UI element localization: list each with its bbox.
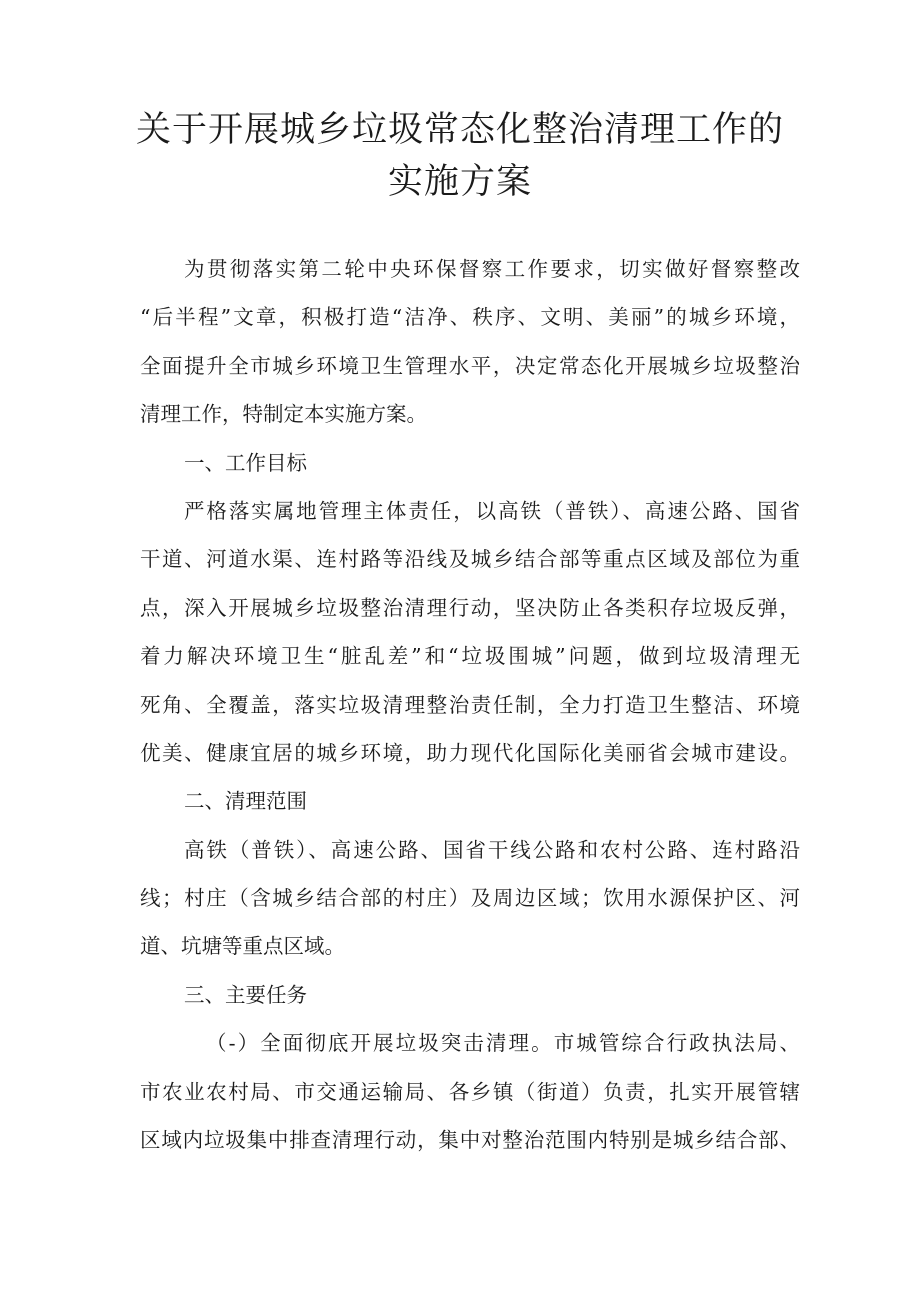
section-heading: 一、工作目标 [184,450,307,475]
paragraph-line: 干道、河道水渠、连村路等沿线及城乡结合部等重点区域及部位为重 [140,547,800,572]
paragraph-line: 高铁（普铁）、高速公路、国省干线公路和农村公路、连村路沿 [184,837,800,862]
paragraph-line: 道、坑塘等重点区域。 [140,934,345,959]
paragraph-line: （-）全面彻底开展垃圾突击清理。市城管综合行政执法局、 [206,1031,800,1056]
paragraph-line: 全面提升全市城乡环境卫生管理水平，决定常态化开展城乡垃圾整治 [140,353,800,378]
paragraph-line: “后半程”文章，积极打造“洁净、秩序、文明、美丽”的城乡环境， [140,305,800,330]
document-title-line-1: 关于开展城乡垃圾常态化整治清理工作的 [135,110,784,150]
paragraph-line: 清理工作，特制定本实施方案。 [140,402,427,427]
paragraph-line: 线；村庄（含城乡结合部的村庄）及周边区域；饮用水源保护区、河 [140,886,800,911]
document-title-line-2: 实施方案 [387,162,532,202]
section-heading: 二、清理范围 [184,789,307,814]
paragraph-line: 为贯彻落实第二轮中央环保督察工作要求，切实做好督察整改 [184,257,800,281]
section-heading: 三、主要任务 [184,982,307,1007]
paragraph-line: 区域内垃圾集中排查清理行动，集中对整治范围内特别是城乡结合部、 [140,1128,800,1153]
paragraph-line: 死角、全覆盖，落实垃圾清理整治责任制，全力打造卫生整洁、环境 [140,692,800,717]
paragraph-line: 市农业农村局、市交通运输局、各乡镇（街道）负责，扎实开展管辖 [140,1079,800,1104]
paragraph-line: 优美、健康宜居的城乡环境，助力现代化国际化美丽省会城市建设。 [140,740,800,765]
paragraph-line: 着力解决环境卫生“脏乱差”和“垃圾围城”问题，做到垃圾清理无 [140,644,800,669]
document-body [140,251,800,1170]
paragraph-line: 严格落实属地管理主体责任，以高铁（普铁）、高速公路、国省 [184,498,800,523]
paragraph-line: 点，深入开展城乡垃圾整治清理行动，坚决防止各类积存垃圾反弹， [140,595,800,620]
